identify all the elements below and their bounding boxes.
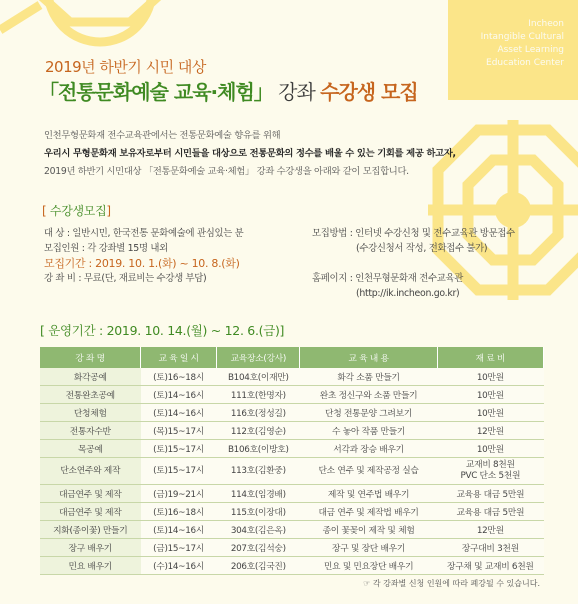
table-cell: 10만원 [437,440,543,458]
table-cell: 대금연주 및 제작 [40,503,141,521]
column-header: 교 육 일 시 [141,347,217,368]
table-cell: 교육용 대금 5만원 [437,503,543,521]
table-cell: (토)14~16시 [141,404,217,422]
table-cell: 서각과 장승 배우기 [300,440,437,458]
course-table [40,347,544,575]
table-row [40,440,544,458]
table-cell: (토)16~18시 [141,503,217,521]
table-row [40,539,544,557]
intro-text: 인천무형문화재 전수교육관에서는 전통문화예술 향유를 위해 우리시 무형문화재 보유자로부터 시민들을 대상으로 전통문화의 정수를 배울 수 있는 기회를 제공 하고자, 2019년 하반기 시민대상 「전통문화예술 교육·체험」 강좌 수강생을 아래와 같이 모집합니다. [44,130,456,177]
table-cell: 113호(김환중) [217,458,300,485]
table-row [40,521,544,539]
table-cell: 교재비 8천원 PVC 단소 5천원 [437,458,543,485]
table-cell: (목)15~17시 [141,422,217,440]
table-cell: 대금 연주 및 제작법 배우기 [300,503,437,521]
table-cell: 115호(이장대) [217,503,300,521]
table-cell: 206호(김국진) [217,557,300,575]
table-cell: (토)14~16시 [141,521,217,539]
table-cell: 종이 꽃꽂이 제작 및 체험 [300,521,437,539]
column-header: 교 육 내 용 [300,347,437,368]
table-cell: 단소 연주 및 제작공정 실습 [300,458,437,485]
subtitle: 2019년 하반기 시민 대상 [45,58,206,76]
english-title: Incheon Intangible Cultural Asset Learning Education Center [480,19,564,68]
table-row [40,422,544,440]
page-title: 「전통문화예술 교육·체험」 강좌 수강생 모집 [39,80,418,104]
table-cell: 116호(정성길) [217,404,300,422]
table-cell: B106호(이방호) [217,440,300,458]
table-cell: 전통완초공예 [40,386,141,404]
table-cell: 12만원 [437,422,543,440]
table-cell: 112호(김영순) [217,422,300,440]
table-cell: (수)14~16시 [141,557,217,575]
table-cell: 단청 전통문양 그려보기 [300,404,437,422]
table-cell: 화각공예 [40,368,141,386]
table-cell: 12만원 [437,521,543,539]
footnote: ☞ 각 강좌별 신청 인원에 따라 폐강될 수 있습니다. [363,579,540,588]
table-cell: 10만원 [437,386,543,404]
recruit-info-right: 모집방법 : 인터넷 수강신청 및 전수교육관 방문접수 (수강신청서 작성, 전화접수 불가) 홈페이지 : 인천무형문화재 전수교육관 (http://ik.incheon.go.kr) [312,228,515,299]
homepage-link[interactable]: (http://ik.incheon.go.kr) [356,288,460,299]
lattice-decoration-top-left [0,0,180,60]
table-cell: B104호(이재만) [217,368,300,386]
table-cell: (금)15~17시 [141,539,217,557]
table-cell: 장구 및 장단 배우기 [300,539,437,557]
table-cell: 단소연주와 제작 [40,458,141,485]
column-header: 교육장소(강사) [217,347,300,368]
table-cell: 207호(김석숭) [217,539,300,557]
table-cell: 114호(임경배) [217,485,300,503]
table-cell: 완초 정신구와 소품 만들기 [300,386,437,404]
operation-period-heading: [ 운영기간 : 2019. 10. 14.(월) ~ 12. 6.(금)] [40,323,285,338]
table-row [40,485,544,503]
table-cell: 교육용 대금 5만원 [437,485,543,503]
table-cell: 10만원 [437,368,543,386]
table-cell: 민요 배우기 [40,557,141,575]
table-row [40,386,544,404]
table-row [40,404,544,422]
table-cell: (토)16~18시 [141,368,217,386]
table-cell: 장구채 및 교재비 6천원 [437,557,543,575]
table-cell: 지화(종이꽃) 만들기 [40,521,141,539]
table-cell: (토)15~17시 [141,440,217,458]
table-cell: 111호(한명자) [217,386,300,404]
table-cell: 목공예 [40,440,141,458]
table-cell: 장구대비 3천원 [437,539,543,557]
table-row [40,557,544,575]
table-row [40,368,544,386]
table-cell: 대금연주 및 제작 [40,485,141,503]
table-cell: 장구 배우기 [40,539,141,557]
column-header: 재 료 비 [437,347,543,368]
table-cell: (토)14~16시 [141,386,217,404]
table-cell: (토)15~17시 [141,458,217,485]
table-cell: 304호(김은옥) [217,521,300,539]
table-cell: 화각 소품 만들기 [300,368,437,386]
recruit-info-left: 대 상 : 일반시민, 한국전통 문화예술에 관심있는 분 모집인원 : 각 강좌별 15명 내외 모집기간 : 2019. 10. 1.(화) ~ 10. 8.(화) 강 좌 비 : 무료(단, 재료비는 수강생 부담) [44,228,244,284]
table-cell: 전통자수반 [40,422,141,440]
column-header: 강 좌 명 [40,347,141,368]
table-row [40,503,544,521]
table-cell: (금)19~21시 [141,485,217,503]
recruit-heading: [ 수강생모집] [42,204,111,218]
table-row [40,458,544,485]
table-cell: 10만원 [437,404,543,422]
table-cell: 단청체험 [40,404,141,422]
table-cell: 수 놓아 작품 만들기 [300,422,437,440]
table-cell: 제작 및 연주법 배우기 [300,485,437,503]
table-cell: 민요 및 민요장단 배우기 [300,557,437,575]
